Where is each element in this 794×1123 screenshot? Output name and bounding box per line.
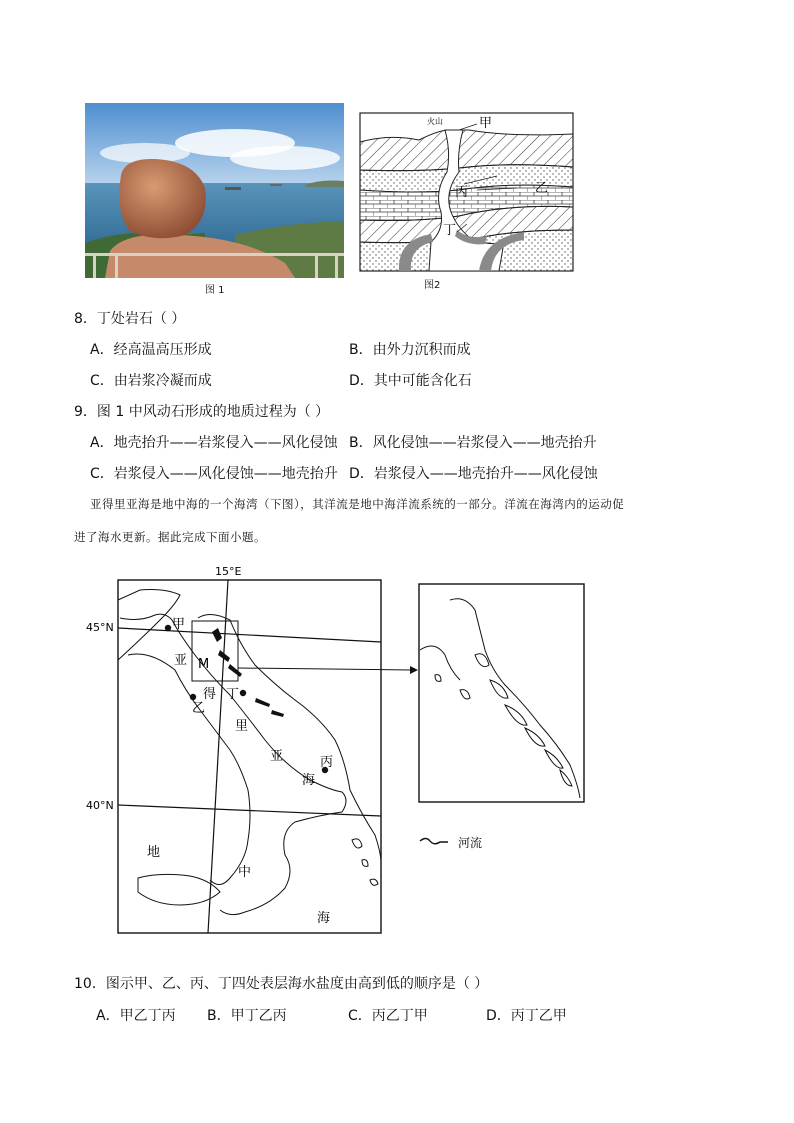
- q8-option-a[interactable]: A．经高温高压形成: [90, 342, 212, 358]
- map-lat45-label: 45°N: [86, 621, 114, 634]
- map-med-char-1: 地: [147, 845, 161, 860]
- map-sea-char-3: 里: [235, 719, 249, 734]
- map-sea-char-4: 亚: [270, 749, 284, 764]
- map-sea-char-1: 亚: [174, 653, 188, 668]
- map-point-bing: 丙: [320, 755, 334, 770]
- q10-option-d[interactable]: D．丙丁乙甲: [486, 1008, 567, 1024]
- fig2-label-volcano: 火山: [427, 117, 443, 126]
- q8-stem: 8．丁处岩石（ ）: [74, 311, 186, 327]
- q10-option-a[interactable]: A．甲乙丁丙: [96, 1008, 176, 1024]
- fig2-label-ding: 丁: [443, 223, 457, 238]
- map-lon-label: 15°E: [215, 565, 242, 578]
- fig2-label-jia: 甲: [479, 116, 493, 131]
- intro-line-2: 进了海水更新。据此完成下面小题。: [74, 530, 266, 544]
- q9-option-c[interactable]: C．岩浆侵入——风化侵蚀——地壳抬升: [90, 466, 338, 482]
- map-med-char-2: 中: [238, 865, 252, 880]
- figure-2-diagram: [359, 112, 574, 272]
- q9-stem: 9．图 1 中风动石形成的地质过程为（ ）: [74, 404, 330, 420]
- map-sea-char-5: 海: [302, 773, 316, 788]
- intro-line-1: 亚得里亚海是地中海的一个海湾（下图），其洋流是地中海洋流系统的一部分。洋流在海湾内的运动促: [90, 497, 625, 511]
- q10-option-c[interactable]: C．丙乙丁甲: [348, 1008, 428, 1024]
- q9-option-a[interactable]: A．地壳抬升——岩浆侵入——风化侵蚀: [90, 435, 338, 451]
- figure-1-caption: 图 1: [205, 285, 225, 296]
- map-med-char-3: 海: [317, 911, 331, 926]
- q8-option-b[interactable]: B．由外力沉积而成: [349, 342, 471, 358]
- map-point-jia: 甲: [172, 617, 186, 632]
- figure-1-photo: [85, 103, 344, 278]
- q10-option-b[interactable]: B．甲丁乙丙: [207, 1008, 287, 1024]
- map-lat40-label: 40°N: [86, 799, 114, 812]
- map-point-m: M: [198, 657, 210, 672]
- figure-2-caption: 图2: [424, 280, 441, 291]
- map-point-yi: 乙: [192, 701, 206, 716]
- q8-option-c[interactable]: C．由岩浆冷凝而成: [90, 373, 212, 389]
- fig2-label-yi: 乙: [535, 181, 549, 196]
- map-point-ding: 丁: [226, 687, 240, 702]
- q9-option-d[interactable]: D．岩浆侵入——地壳抬升——风化侵蚀: [349, 466, 598, 482]
- q10-stem: 10．图示甲、乙、丙、丁四处表层海水盐度由高到低的顺序是（ ）: [74, 976, 489, 992]
- adriatic-map: [80, 560, 600, 940]
- q8-option-d[interactable]: D．其中可能含化石: [349, 373, 472, 389]
- q9-option-b[interactable]: B．风化侵蚀——岩浆侵入——地壳抬升: [349, 435, 597, 451]
- map-sea-char-2: 得: [203, 687, 217, 702]
- fig2-label-bing: 丙: [455, 185, 469, 200]
- map-legend-river: 河流: [458, 836, 483, 850]
